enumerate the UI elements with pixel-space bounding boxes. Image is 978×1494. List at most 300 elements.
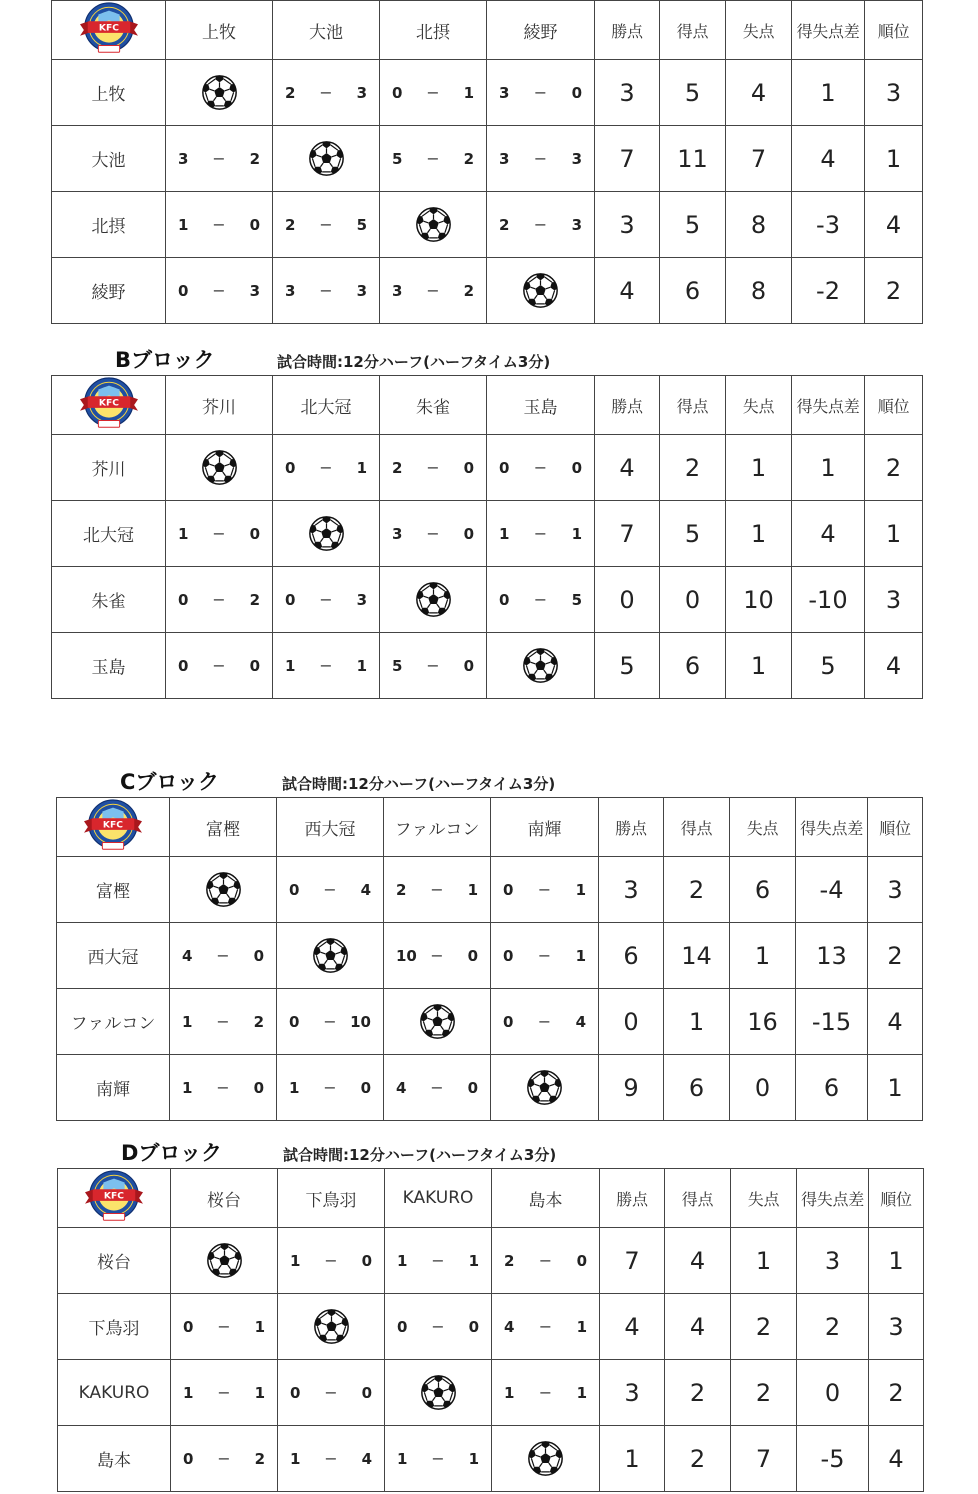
goals-for-cell: 6: [660, 633, 726, 699]
points-cell: 9: [599, 1055, 664, 1121]
match-score: [380, 83, 486, 102]
score-separator: −: [431, 1251, 445, 1270]
goals-for-cell: 6: [664, 1055, 730, 1121]
score-separator: −: [324, 1383, 338, 1402]
match-result-cell: [384, 923, 491, 989]
score-separator: −: [319, 656, 333, 675]
goals-against-cell: 7: [731, 1426, 797, 1492]
soccer-ball-icon: [526, 1069, 563, 1106]
points-cell: 0: [599, 989, 664, 1055]
home-score: 3: [499, 83, 510, 102]
away-score: 1: [356, 656, 367, 675]
points-cell: 4: [600, 1294, 665, 1360]
standings-block: [57, 1140, 924, 1492]
away-score: 3: [571, 215, 582, 234]
table-row: [52, 60, 923, 126]
score-separator: −: [538, 1317, 553, 1336]
soccer-ball-icon: [205, 871, 242, 908]
match-score: [273, 656, 379, 675]
row-team-name: 綾野: [52, 258, 166, 324]
column-header-team: 北摂: [380, 1, 487, 60]
goals-for-cell: 2: [665, 1360, 731, 1426]
goals-for-cell: 5: [660, 192, 726, 258]
goal-difference-cell: 6: [796, 1055, 868, 1121]
column-header-stat: 得失点差: [796, 798, 868, 857]
away-score: 1: [463, 83, 474, 102]
home-score: 3: [392, 281, 403, 300]
column-header-team: 玉島: [487, 376, 595, 435]
self-match-cell: [487, 633, 595, 699]
goals-against-cell: 2: [731, 1294, 797, 1360]
match-result-cell: [487, 435, 595, 501]
rank-cell: 2: [869, 1360, 924, 1426]
match-result-cell: [166, 633, 273, 699]
match-score: [380, 281, 486, 300]
score-separator: −: [212, 149, 226, 168]
score-separator: −: [217, 1449, 231, 1468]
away-score: 3: [356, 83, 367, 102]
points-cell: 3: [595, 60, 660, 126]
goals-against-cell: 1: [726, 435, 792, 501]
away-score: 3: [356, 281, 367, 300]
away-score: 0: [253, 946, 264, 965]
home-score: 1: [397, 1449, 408, 1468]
match-score: [277, 1012, 383, 1031]
score-separator: −: [537, 946, 552, 965]
match-score: [384, 946, 490, 965]
home-score: 3: [178, 149, 189, 168]
match-result-cell: [487, 60, 595, 126]
away-score: 2: [463, 281, 474, 300]
score-separator: −: [323, 1012, 337, 1031]
block-header: [51, 347, 923, 375]
rank-cell: 3: [868, 857, 923, 923]
column-header-stat: 得失点差: [792, 1, 865, 60]
home-score: 1: [499, 524, 510, 543]
club-logo: [75, 1, 143, 59]
goal-difference-cell: -10: [792, 567, 865, 633]
goals-for-cell: 5: [660, 501, 726, 567]
column-header-stat: 勝点: [599, 798, 664, 857]
match-result-cell: [171, 1294, 278, 1360]
goals-for-cell: 1: [664, 989, 730, 1055]
goals-for-cell: 4: [665, 1228, 731, 1294]
match-result-cell: [492, 1360, 600, 1426]
match-result-cell: [492, 1294, 600, 1360]
score-separator: −: [426, 524, 440, 543]
points-cell: 6: [599, 923, 664, 989]
match-score: [170, 1012, 276, 1031]
standings-table: [57, 1168, 924, 1492]
match-score: [380, 656, 486, 675]
away-score: 0: [467, 1078, 478, 1097]
match-result-cell: [273, 258, 380, 324]
self-match-cell: [384, 989, 491, 1055]
table-row: [52, 501, 923, 567]
away-score: 1: [571, 524, 582, 543]
soccer-ball-icon: [415, 206, 452, 243]
table-row: [57, 923, 923, 989]
column-header-stat: 勝点: [595, 1, 660, 60]
match-score: [166, 656, 272, 675]
goals-for-cell: 4: [665, 1294, 731, 1360]
column-header-stat: 得点: [660, 1, 726, 60]
match-time-note: 試合時間:12分ハーフ(ハーフタイム3分): [283, 1146, 557, 1164]
match-score: [384, 880, 490, 899]
score-separator: −: [426, 281, 440, 300]
score-separator: −: [212, 590, 226, 609]
away-score: 1: [468, 1449, 479, 1468]
self-match-cell: [170, 857, 277, 923]
match-score: [273, 215, 379, 234]
home-score: 3: [285, 281, 296, 300]
table-row: [58, 1426, 924, 1492]
rank-cell: 3: [865, 60, 923, 126]
column-header-team: 下鳥羽: [278, 1169, 385, 1228]
away-score: 0: [463, 458, 474, 477]
block-title: Bブロック: [115, 348, 215, 372]
column-header-stat: 失点: [726, 1, 792, 60]
soccer-ball-icon: [522, 647, 559, 684]
goals-for-cell: 5: [660, 60, 726, 126]
goals-against-cell: 2: [731, 1360, 797, 1426]
row-team-name: 朱雀: [52, 567, 166, 633]
home-score: 1: [182, 1012, 193, 1031]
logo-text: KFC: [102, 819, 124, 831]
standings-block: [56, 769, 923, 1121]
column-header-team: 北大冠: [273, 376, 380, 435]
self-match-cell: [385, 1360, 492, 1426]
soccer-ball-icon: [308, 515, 345, 552]
soccer-ball-icon: [201, 74, 238, 111]
rank-cell: 3: [865, 567, 923, 633]
soccer-ball-icon: [420, 1374, 457, 1411]
table-row: [52, 126, 923, 192]
away-score: 10: [350, 1012, 371, 1031]
column-header-team: 桜台: [171, 1169, 278, 1228]
score-separator: −: [212, 215, 226, 234]
column-header-stat: 失点: [726, 376, 792, 435]
match-score: [492, 1383, 599, 1402]
match-result-cell: [487, 567, 595, 633]
standings-table: [56, 797, 923, 1121]
goals-against-cell: 8: [726, 258, 792, 324]
match-result-cell: [278, 1228, 385, 1294]
goal-difference-cell: -4: [796, 857, 868, 923]
match-result-cell: [491, 923, 599, 989]
match-score: [487, 215, 594, 234]
column-header-stat: 得点: [660, 376, 726, 435]
self-match-cell: [278, 1294, 385, 1360]
goal-difference-cell: 3: [797, 1228, 869, 1294]
score-separator: −: [538, 1251, 553, 1270]
table-row: [52, 435, 923, 501]
match-result-cell: [277, 857, 384, 923]
rank-cell: 1: [869, 1228, 924, 1294]
home-score: 1: [178, 215, 189, 234]
standings-block: [51, 347, 923, 699]
match-score: [171, 1317, 277, 1336]
home-score: 0: [290, 1383, 301, 1402]
goals-for-cell: 2: [665, 1426, 731, 1492]
soccer-ball-icon: [313, 1308, 350, 1345]
column-header-stat: 順位: [868, 798, 923, 857]
away-score: 1: [254, 1317, 265, 1336]
column-header-team: 芥川: [166, 376, 273, 435]
match-result-cell: [487, 126, 595, 192]
match-score: [380, 458, 486, 477]
match-result-cell: [384, 1055, 491, 1121]
home-score: 1: [290, 1251, 301, 1270]
self-match-cell: [273, 126, 380, 192]
match-score: [171, 1383, 277, 1402]
goals-against-cell: 1: [730, 923, 796, 989]
match-result-cell: [384, 857, 491, 923]
score-separator: −: [431, 1449, 445, 1468]
match-result-cell: [166, 126, 273, 192]
match-result-cell: [487, 192, 595, 258]
home-score: 0: [285, 458, 296, 477]
home-score: 0: [503, 880, 514, 899]
away-score: 5: [356, 215, 367, 234]
table-row: [57, 989, 923, 1055]
match-score: [166, 149, 272, 168]
home-score: 2: [392, 458, 403, 477]
column-header-team: 富樫: [170, 798, 277, 857]
goals-against-cell: 16: [730, 989, 796, 1055]
home-score: 0: [289, 1012, 300, 1031]
goal-difference-cell: -15: [796, 989, 868, 1055]
score-separator: −: [533, 215, 548, 234]
away-score: 0: [360, 1078, 371, 1097]
score-separator: −: [319, 215, 333, 234]
away-score: 4: [575, 1012, 586, 1031]
match-score: [273, 281, 379, 300]
home-score: 0: [183, 1449, 194, 1468]
goal-difference-cell: 4: [792, 126, 865, 192]
away-score: 1: [575, 880, 586, 899]
home-score: 0: [285, 590, 296, 609]
rank-cell: 2: [865, 258, 923, 324]
score-separator: −: [537, 1012, 552, 1031]
goals-against-cell: 1: [731, 1228, 797, 1294]
goal-difference-cell: -2: [792, 258, 865, 324]
away-score: 2: [249, 590, 260, 609]
match-score: [487, 590, 594, 609]
match-result-cell: [273, 60, 380, 126]
match-result-cell: [380, 60, 487, 126]
logo-cell: [58, 1169, 171, 1228]
points-cell: 4: [595, 435, 660, 501]
rank-cell: 1: [865, 501, 923, 567]
goals-against-cell: 7: [726, 126, 792, 192]
club-logo: [75, 376, 143, 434]
logo-text: KFC: [98, 22, 119, 34]
block-title: Cブロック: [120, 770, 219, 794]
away-score: 1: [356, 458, 367, 477]
goal-difference-cell: -5: [797, 1426, 869, 1492]
away-score: 5: [571, 590, 582, 609]
match-score: [492, 1251, 599, 1270]
points-cell: 7: [595, 501, 660, 567]
away-score: 2: [254, 1449, 265, 1468]
away-score: 3: [356, 590, 367, 609]
home-score: 4: [182, 946, 193, 965]
goals-for-cell: 11: [660, 126, 726, 192]
points-cell: 1: [600, 1426, 665, 1492]
column-header-team: 西大冠: [277, 798, 384, 857]
score-separator: −: [431, 1317, 445, 1336]
self-match-cell: [380, 192, 487, 258]
row-team-name: ファルコン: [57, 989, 170, 1055]
home-score: 2: [504, 1251, 515, 1270]
home-score: 0: [397, 1317, 408, 1336]
goals-against-cell: 1: [726, 633, 792, 699]
home-score: 0: [183, 1317, 194, 1336]
match-score: [273, 590, 379, 609]
self-match-cell: [491, 1055, 599, 1121]
away-score: 2: [253, 1012, 264, 1031]
score-separator: −: [426, 656, 440, 675]
goals-for-cell: 2: [660, 435, 726, 501]
home-score: 0: [289, 880, 300, 899]
match-result-cell: [170, 923, 277, 989]
row-team-name: 芥川: [52, 435, 166, 501]
score-separator: −: [319, 83, 333, 102]
score-separator: −: [533, 524, 548, 543]
column-header-team: KAKURO: [385, 1169, 492, 1228]
match-score: [170, 946, 276, 965]
home-score: 0: [178, 590, 189, 609]
self-match-cell: [277, 923, 384, 989]
match-result-cell: [166, 192, 273, 258]
match-time-note: 試合時間:12分ハーフ(ハーフタイム3分): [277, 353, 551, 371]
score-separator: −: [319, 590, 333, 609]
column-header-team: 大池: [273, 1, 380, 60]
goals-for-cell: 14: [664, 923, 730, 989]
row-team-name: 大池: [52, 126, 166, 192]
rank-cell: 2: [868, 923, 923, 989]
home-score: 10: [396, 946, 417, 965]
table-row: [52, 192, 923, 258]
row-team-name: 下鳥羽: [58, 1294, 171, 1360]
goals-against-cell: 0: [730, 1055, 796, 1121]
match-result-cell: [491, 857, 599, 923]
match-score: [273, 83, 379, 102]
rank-cell: 1: [868, 1055, 923, 1121]
score-separator: −: [533, 149, 548, 168]
column-header-team: 南輝: [491, 798, 599, 857]
match-result-cell: [166, 501, 273, 567]
match-result-cell: [380, 435, 487, 501]
score-separator: −: [430, 1078, 444, 1097]
club-logo: [79, 798, 147, 856]
table-header-row: [57, 798, 923, 857]
soccer-ball-icon: [312, 937, 349, 974]
match-result-cell: [277, 989, 384, 1055]
table-row: [52, 633, 923, 699]
score-separator: −: [217, 1383, 231, 1402]
column-header-stat: 順位: [869, 1169, 924, 1228]
goal-difference-cell: 1: [792, 435, 865, 501]
away-score: 3: [249, 281, 260, 300]
block-title: Dブロック: [121, 1141, 223, 1165]
home-score: 0: [392, 83, 403, 102]
match-result-cell: [380, 501, 487, 567]
goals-against-cell: 6: [730, 857, 796, 923]
soccer-ball-icon: [201, 449, 238, 486]
club-logo: [80, 1169, 148, 1227]
rank-cell: 2: [865, 435, 923, 501]
row-team-name: 西大冠: [57, 923, 170, 989]
away-score: 0: [361, 1383, 372, 1402]
away-score: 0: [361, 1251, 372, 1270]
table-header-row: [52, 1, 923, 60]
home-score: 3: [392, 524, 403, 543]
self-match-cell: [492, 1426, 600, 1492]
score-separator: −: [323, 880, 337, 899]
column-header-stat: 得点: [665, 1169, 731, 1228]
match-result-cell: [385, 1228, 492, 1294]
away-score: 0: [249, 656, 260, 675]
column-header-stat: 得失点差: [797, 1169, 869, 1228]
column-header-stat: 順位: [865, 376, 923, 435]
home-score: 0: [178, 656, 189, 675]
column-header-stat: 勝点: [600, 1169, 665, 1228]
rank-cell: 4: [865, 633, 923, 699]
score-separator: −: [426, 149, 440, 168]
match-score: [385, 1251, 491, 1270]
column-header-team: 綾野: [487, 1, 595, 60]
goal-difference-cell: 1: [792, 60, 865, 126]
self-match-cell: [273, 501, 380, 567]
table-header-row: [58, 1169, 924, 1228]
points-cell: 5: [595, 633, 660, 699]
score-separator: −: [216, 1012, 230, 1031]
logo-text: KFC: [98, 397, 119, 409]
match-result-cell: [171, 1360, 278, 1426]
score-separator: −: [324, 1251, 338, 1270]
score-separator: −: [212, 524, 226, 543]
match-score: [487, 458, 594, 477]
column-header-stat: 勝点: [595, 376, 660, 435]
block-header: [56, 769, 923, 797]
row-team-name: 南輝: [57, 1055, 170, 1121]
points-cell: 3: [599, 857, 664, 923]
home-score: 1: [289, 1078, 300, 1097]
row-team-name: 玉島: [52, 633, 166, 699]
goal-difference-cell: 0: [797, 1360, 869, 1426]
away-score: 1: [575, 946, 586, 965]
goal-difference-cell: 2: [797, 1294, 869, 1360]
rank-cell: 4: [865, 192, 923, 258]
logo-cell: [52, 1, 166, 60]
block-header: [57, 1140, 924, 1168]
home-score: 2: [285, 83, 296, 102]
column-header-stat: 得点: [664, 798, 730, 857]
score-separator: −: [533, 590, 548, 609]
soccer-ball-icon: [308, 140, 345, 177]
match-result-cell: [171, 1426, 278, 1492]
away-score: 1: [576, 1317, 587, 1336]
score-separator: −: [216, 946, 230, 965]
rank-cell: 3: [869, 1294, 924, 1360]
match-score: [277, 880, 383, 899]
home-score: 2: [285, 215, 296, 234]
away-score: 0: [463, 524, 474, 543]
score-separator: −: [212, 281, 226, 300]
match-score: [277, 1078, 383, 1097]
